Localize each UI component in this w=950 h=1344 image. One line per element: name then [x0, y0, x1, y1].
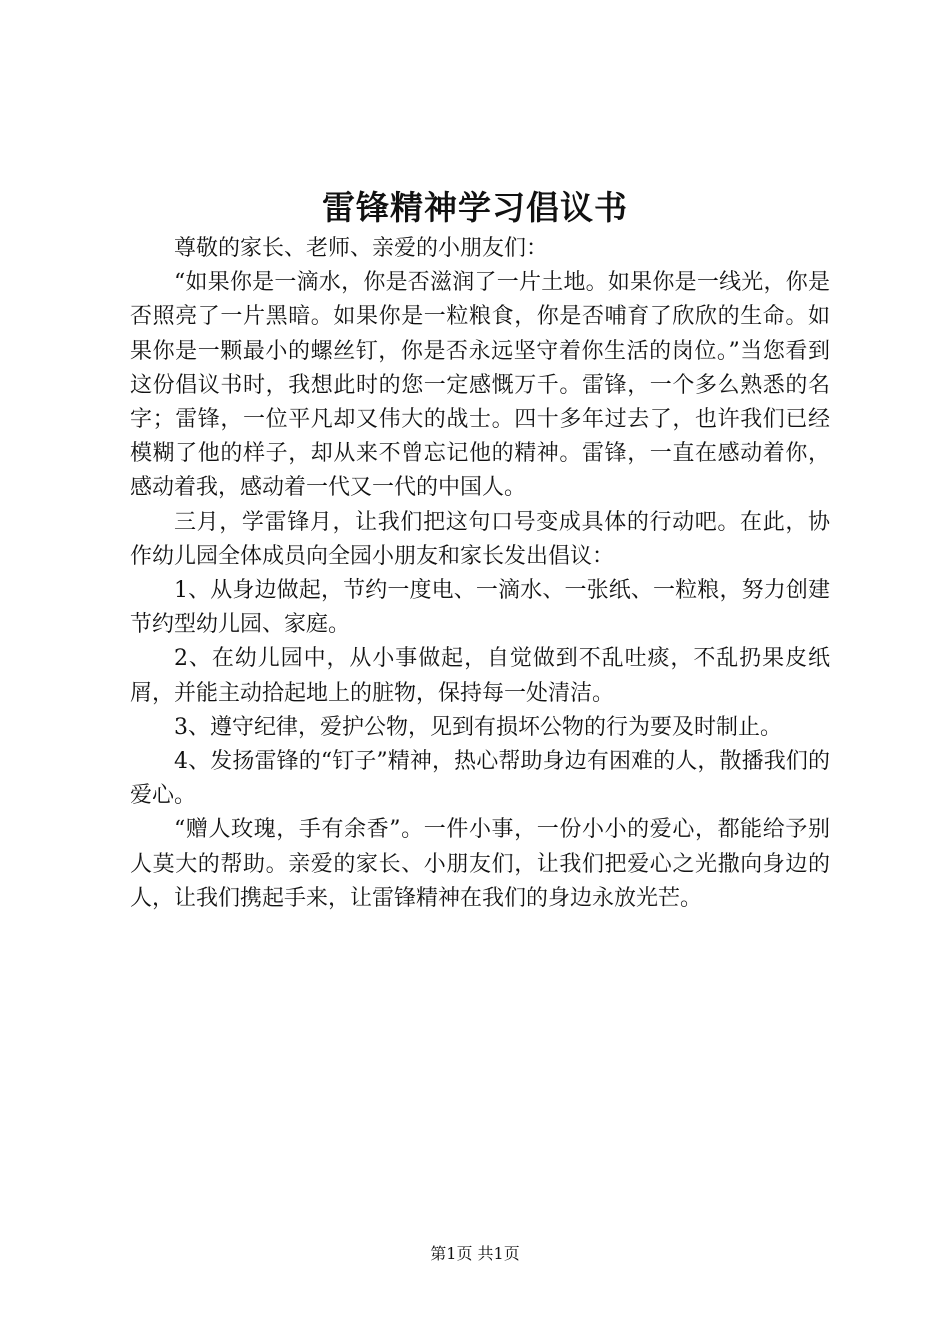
- page-footer: 第1页 共1页: [430, 1244, 520, 1263]
- document-title: 雷锋精神学习倡议书: [322, 188, 628, 227]
- proposal-item-1: 1、从身边做起，节约一度电、一滴水、一张纸、一粒粮，努力创建节约型幼儿园、家庭。: [130, 578, 830, 638]
- proposal-item-2: 2、在幼儿园中，从小事做起，自觉做到不乱吐痰，不乱扔果皮纸屑，并能主动拾起地上的脏物，保持每一处清洁。: [130, 646, 830, 706]
- intro-paragraph: “如果你是一滴水，你是否滋润了一片土地。如果你是一线光，你是否照亮了一片黑暗。如果你是一粒粮食，你是否哺育了欣欣的生命。如果你是一颗最小的螺丝钉，你是否永远坚守着你生活的岗位。”当您看到这份倡议书时，我想此时的您一定感慨万千。雷锋，一个多么熟悉的名字；雷锋，一位平凡却又伟大的战士。四十多年过去了，也许我们已经模糊了他的样子，却从来不曾忘记他的精神。雷锋，一直在感动着你，感动着我，感动着一代又一代的中国人。: [130, 270, 830, 501]
- closing-paragraph: “赠人玫瑰，手有余香”。一件小事，一份小小的爱心，都能给予别人莫大的帮助。亲爱的家长、小朋友们，让我们把爱心之光撒向身边的人，让我们携起手来，让雷锋精神在我们的身边永放光芒。: [130, 817, 830, 911]
- proposal-paragraph: 三月，学雷锋月，让我们把这句口号变成具体的行动吧。在此，协作幼儿园全体成员向全园小朋友和家长发出倡议：: [130, 509, 830, 569]
- proposal-item-4: 4、发扬雷锋的“钉子”精神，热心帮助身边有困难的人，散播我们的爱心。: [130, 749, 830, 809]
- proposal-item-3: 3、遵守纪律，爱护公物，见到有损坏公物的行为要及时制止。: [174, 714, 782, 740]
- document-body: [130, 232, 830, 916]
- salutation-paragraph: 尊敬的家长、老师、亲爱的小朋友们：: [174, 236, 549, 261]
